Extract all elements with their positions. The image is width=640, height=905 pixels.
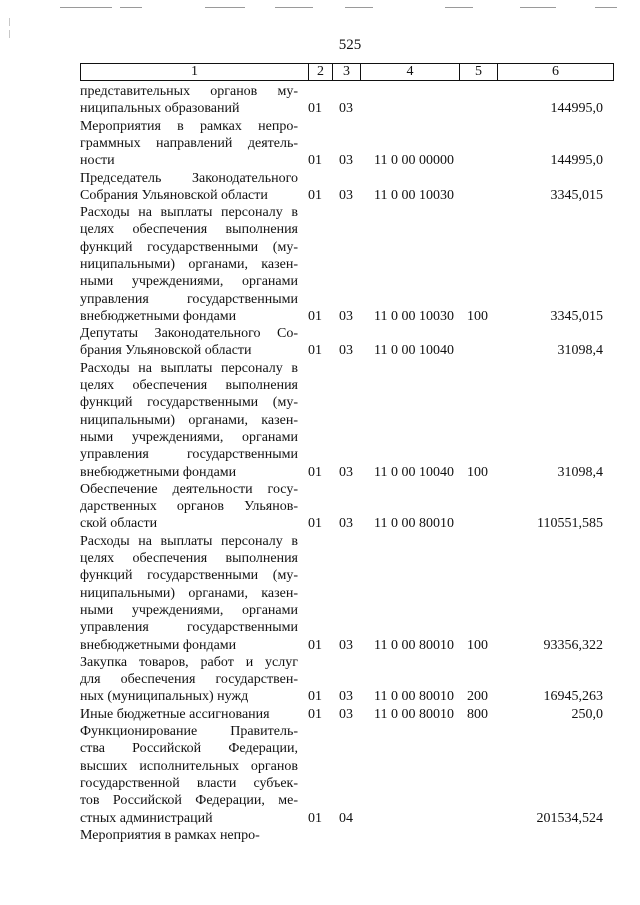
amount: 250,0 — [571, 706, 603, 722]
header-col-4: 4 — [406, 64, 414, 79]
table-row — [0, 654, 640, 706]
description-line: ными учреждениями, органами — [80, 274, 298, 290]
expense-type-code: 100 — [467, 464, 488, 480]
description-line: внебюджетными фондами — [80, 464, 237, 480]
target-article-code: 11 0 00 10030 — [374, 308, 454, 324]
amount: 201534,524 — [536, 810, 603, 826]
section-code: 01 — [308, 187, 322, 203]
row-description — [80, 170, 298, 205]
description-line: Расходы на выплаты персоналу в — [80, 205, 298, 221]
description-line: функций государственными (му- — [80, 568, 298, 584]
subsection-code: 03 — [339, 516, 353, 532]
row-description — [80, 533, 298, 654]
description-line: ниципальными) органами, казен- — [80, 256, 298, 272]
row-description — [80, 83, 298, 118]
section-code: 01 — [308, 343, 322, 359]
description-line: внебюджетными фондами — [80, 308, 237, 324]
row-description — [80, 723, 298, 827]
description-line: ными учреждениями, органами — [80, 602, 298, 618]
description-line: ства Российской Федерации, — [80, 741, 298, 757]
description-line: внебюджетными фондами — [80, 637, 237, 653]
amount: 3345,015 — [550, 187, 603, 203]
description-line: ниципальными) органами, казен- — [80, 585, 298, 601]
amount: 93356,322 — [543, 637, 603, 653]
scan-artifact-line — [275, 7, 313, 8]
amount: 144995,0 — [550, 101, 603, 117]
description-line: Депутаты Законодательного Со- — [80, 326, 298, 342]
table-row — [0, 83, 640, 118]
subsection-code: 03 — [339, 689, 353, 705]
row-description — [80, 706, 298, 723]
section-code: 01 — [308, 101, 322, 117]
table-row — [0, 723, 640, 827]
row-description — [80, 827, 298, 844]
header-col-1: 1 — [191, 64, 198, 79]
amount: 16945,263 — [543, 689, 603, 705]
table-row — [0, 533, 640, 654]
subsection-code: 03 — [339, 637, 353, 653]
description-line: целях обеспечения выполнения — [80, 551, 298, 567]
description-line: ниципальными) органами, казен- — [80, 412, 298, 428]
amount: 31098,4 — [557, 343, 603, 359]
expense-type-code: 100 — [467, 308, 488, 324]
subsection-code: 03 — [339, 706, 353, 722]
row-description — [80, 325, 298, 360]
section-code: 01 — [308, 464, 322, 480]
subsection-code: 03 — [339, 153, 353, 169]
subsection-code: 03 — [339, 464, 353, 480]
description-line: целях обеспечения выполнения — [80, 378, 298, 394]
subsection-code: 04 — [339, 810, 353, 826]
description-line: представительных органов му- — [80, 84, 298, 99]
table-row — [0, 360, 640, 481]
table-row — [0, 118, 640, 170]
description-line: Закупка товаров, работ и услуг — [80, 654, 298, 670]
subsection-code: 03 — [339, 187, 353, 203]
description-line: для обеспечения государствен- — [80, 672, 298, 688]
description-line: ности — [80, 153, 115, 169]
description-line: Расходы на выплаты персоналу в — [80, 533, 298, 549]
description-line: ных (муниципальных) нужд — [80, 689, 249, 705]
description-line: управления государственными — [80, 291, 298, 307]
row-description — [80, 654, 298, 706]
description-line: функций государственными (му- — [80, 239, 298, 255]
target-article-code: 11 0 00 80010 — [374, 689, 454, 705]
section-code: 01 — [308, 516, 322, 532]
header-col-6: 6 — [552, 64, 559, 79]
scan-artifact-line — [120, 7, 142, 8]
expense-type-code: 100 — [467, 637, 488, 653]
subsection-code: 03 — [339, 343, 353, 359]
row-description — [80, 204, 298, 325]
description-line: Собрания Ульяновской области — [80, 187, 268, 203]
description-line: стных администраций — [80, 810, 213, 826]
description-line: дарственных органов Ульянов- — [80, 499, 298, 515]
target-article-code: 11 0 00 10040 — [374, 464, 454, 480]
subsection-code: 03 — [339, 308, 353, 324]
description-line: ской области — [80, 516, 158, 532]
table-row — [0, 827, 640, 844]
expense-type-code: 200 — [467, 689, 488, 705]
description-line: ниципальных образований — [80, 101, 240, 117]
amount: 144995,0 — [550, 153, 603, 169]
description-line: Иные бюджетные ассигнования — [80, 706, 270, 722]
row-description — [80, 360, 298, 481]
description-line: тов Российской Федерации, ме- — [80, 793, 298, 809]
description-line: Мероприятия в рамках непро- — [80, 827, 260, 843]
description-line: Обеспечение деятельности госу- — [80, 481, 298, 497]
description-line: Функционирование Правитель- — [80, 724, 298, 740]
header-col-5: 5 — [475, 64, 482, 79]
section-code: 01 — [308, 689, 322, 705]
amount: 3345,015 — [550, 308, 603, 324]
section-code: 01 — [308, 308, 322, 324]
target-article-code: 11 0 00 10040 — [374, 343, 454, 359]
description-line: ными учреждениями, органами — [80, 429, 298, 445]
description-line: управления государственными — [80, 447, 298, 463]
description-line: управления государственными — [80, 620, 298, 636]
description-line: Мероприятия в рамках непро- — [80, 118, 298, 134]
table-row — [0, 170, 640, 205]
section-code: 01 — [308, 810, 322, 826]
section-code: 01 — [308, 153, 322, 169]
subsection-code: 03 — [339, 101, 353, 117]
scan-artifact-line — [205, 7, 245, 8]
expense-type-code: 800 — [467, 706, 488, 722]
scan-artifact-line — [520, 7, 556, 8]
scan-artifact-line — [445, 7, 473, 8]
table-header — [80, 63, 614, 81]
table-row — [0, 481, 640, 533]
section-code: 01 — [308, 706, 322, 722]
description-line: Расходы на выплаты персоналу в — [80, 360, 298, 376]
target-article-code: 11 0 00 80010 — [374, 706, 454, 722]
description-line: высших исполнительных органов — [80, 758, 298, 774]
target-article-code: 11 0 00 80010 — [374, 637, 454, 653]
table-row — [0, 325, 640, 360]
row-description — [80, 481, 298, 533]
header-col-2: 2 — [317, 64, 324, 79]
section-code: 01 — [308, 637, 322, 653]
target-article-code: 11 0 00 80010 — [374, 516, 454, 532]
scan-artifact-line — [60, 7, 112, 8]
target-article-code: 11 0 00 00000 — [374, 153, 454, 169]
row-description — [80, 118, 298, 170]
scan-artifact-line — [345, 7, 373, 8]
description-line: граммных направлений деятель- — [80, 135, 298, 151]
table-row — [0, 204, 640, 325]
page-number: 525 — [338, 37, 362, 53]
description-line: Председатель Законодательного — [80, 170, 298, 186]
target-article-code: 11 0 00 10030 — [374, 187, 454, 203]
header-col-3: 3 — [343, 64, 350, 79]
amount: 110551,585 — [537, 516, 603, 532]
scan-artifact-line — [595, 7, 617, 8]
table-row — [0, 706, 640, 723]
description-line: функций государственными (му- — [80, 395, 298, 411]
description-line: брания Ульяновской области — [80, 343, 252, 359]
description-line: государственной власти субъек- — [80, 775, 298, 791]
amount: 31098,4 — [557, 464, 603, 480]
description-line: целях обеспечения выполнения — [80, 222, 298, 238]
scan-artifact-tick — [9, 18, 10, 26]
